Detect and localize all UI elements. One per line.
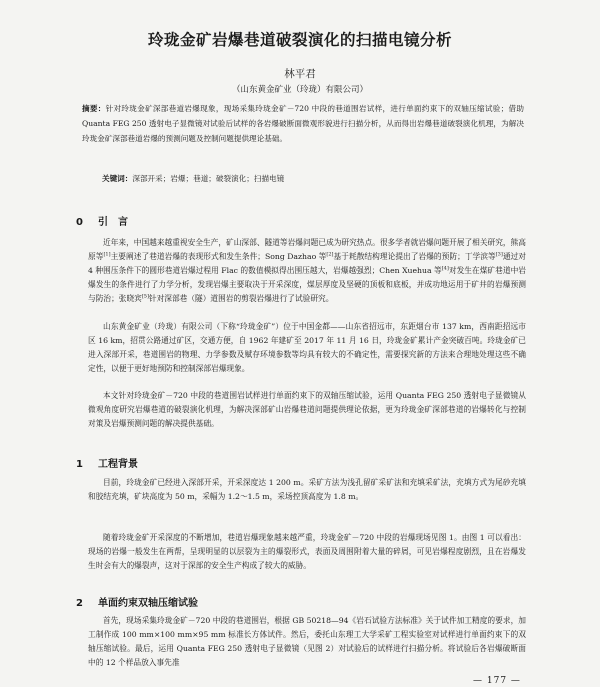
test-paragraph-1 [88, 614, 526, 670]
author-affiliation: （山东黄金矿业（玲珑）有限公司） [231, 85, 368, 95]
keywords [102, 173, 522, 184]
text-run: 目前，玲珑金矿已经进入深部开采，开采深度达 1 200 m。采矿方法为浅孔留矿采矿法和充填采矿法，充填方式为尾砂充填和胶结充填，矿块高度为 50 m，采幅为 1.2～1.5 m，采场控顶高度为 1.8 m。 [88, 478, 526, 502]
citation-ref: [5] [141, 293, 149, 300]
section-heading-test [76, 594, 198, 609]
citation-ref: [3] [495, 251, 503, 258]
text-run: 近年来，中国越来越重视安全生产，矿山深部、隧道等岩爆问题已成为研究热点。很多学者就岩爆问题开展了相关研究，熊高原等 [88, 238, 526, 262]
abstract-text: 针对玲珑金矿深部巷道岩爆现象，现场采集玲珑金矿－720 中段的巷道围岩试样，进行单面约束下的双轴压缩试验；借助 Quanta FEG 250 透射电子显微镜对试验后试样的各岩爆破断面微观形貌进行扫描分析，从而得出岩爆巷道破裂演化机理，为解决玲珑金矿深部巷道岩爆的预测问题及控制问题提供理论基础。 [82, 104, 525, 143]
text-run: 首先，现场采集玲珑金矿－720 中段的巷道围岩，根据 GB 50218—94《岩石试验方法标准》关于试件加工精度的要求，加工制作成 100 mm×100 mm×95 mm 标准长方体试件。然后，委托山东理工大学采矿工程实验室对试样进行单面约束下的双轴压缩试验。最后，运用 Quanta FEG 250 透射电子显微镜（见图 2）对试验后的试样进行扫描分析。将试验后各岩爆破断面中的 12 个样品放入事先准 [88, 616, 526, 668]
intro-paragraph-2 [88, 320, 526, 376]
section-title: 工程背景 [98, 459, 138, 470]
background-paragraph-2 [88, 531, 526, 573]
text-run: 通过对 4 种围压条件下的圆形巷道岩爆过程用 Flac 的数值模拟得出围压越大，岩爆越强烈；Chen Xuehua 等 [88, 252, 526, 276]
section-heading-intro [76, 213, 128, 228]
intro-paragraph-3 [88, 389, 526, 431]
text-run: 对发生在煤矿巷道中岩爆发生的条件进行了力学分析，发现岩爆主要取决于开采深度，煤层厚度及坚硬的顶板和底板，并成功地运用于矿井的岩爆预测与防治；张晓宾 [88, 266, 526, 304]
text-run: 山东黄金矿业（玲珑）有限公司（下称“玲珑金矿”）位于中国金都——山东省招远市，东距烟台市 137 km，西南距招远市区 16 km，招贯公路通过矿区，交通方便，自 1962 年建矿至 2017 年 11 月 16 日，玲珑金矿累计产金突破百吨。玲珑金矿已进入深部开采，巷道围岩的物理、力学参数及赋存环境参数等均具有较大的不确定性，需要探究新的方法来合理地处理这些不确定性，以便于更好地预防和控制深部岩爆现象。 [88, 322, 526, 374]
abstract [82, 101, 524, 146]
citation-ref: [2] [326, 251, 334, 258]
section-number: 1 [76, 459, 83, 470]
section-title: 引 言 [98, 217, 128, 228]
keywords-text: 深部开采；岩爆；巷道；破裂演化；扫描电镜 [132, 174, 285, 183]
section-number: 0 [76, 217, 83, 228]
paper-title: 玲珑金矿岩爆巷道破裂演化的扫描电镜分析 [147, 31, 452, 49]
citation-ref: [1] [103, 251, 111, 258]
background-paragraph-1 [88, 476, 526, 504]
keywords-label: 关键词： [102, 174, 133, 183]
intro-paragraph-1 [88, 236, 526, 306]
text-run: 针对深部巷（隧）道围岩的剪裂岩爆进行了试验研究。 [148, 294, 334, 304]
abstract-label: 摘要： [82, 104, 106, 113]
author-name: 林平君 [284, 68, 316, 80]
citation-ref: [4] [441, 265, 449, 272]
text-run: 主要阐述了巷道岩爆的表现形式和发生条件；Song Dazhao 等 [110, 252, 327, 262]
section-title: 单面约束双轴压缩试验 [98, 598, 198, 609]
page-number: — 177 — [473, 676, 521, 686]
text-run: 本文针对玲珑金矿－720 中段的巷道围岩试样进行单面约束下的双轴压缩试验，运用 Quanta FEG 250 透射电子显微镜从微观角度研究岩爆巷道的破裂演化机理，为解决深部矿山岩爆巷道问题提供理论依据，更为玲珑金矿深部巷道的岩爆转化与控制对策及岩爆预测问题的解决提供基础。 [88, 391, 526, 429]
text-run: 基于耗散结构理论提出了岩爆的预防；丁学滨等 [333, 252, 496, 262]
section-heading-background [76, 455, 138, 470]
section-number: 2 [76, 598, 83, 609]
text-run: 随着玲珑金矿开采深度的不断增加，巷道岩爆现象越来越严重，玲珑金矿－720 中段的岩爆现场见图 1。由图 1 可以看出：现场的岩爆一般发生在两帮，呈现明显的以层裂为主的爆裂形式，表面及周围附着大量的碎屑，可见岩爆程度剧烈，且在岩爆发生时会有大的爆裂声，这对于深部的安全生产构成了较大的威胁。 [88, 533, 526, 571]
